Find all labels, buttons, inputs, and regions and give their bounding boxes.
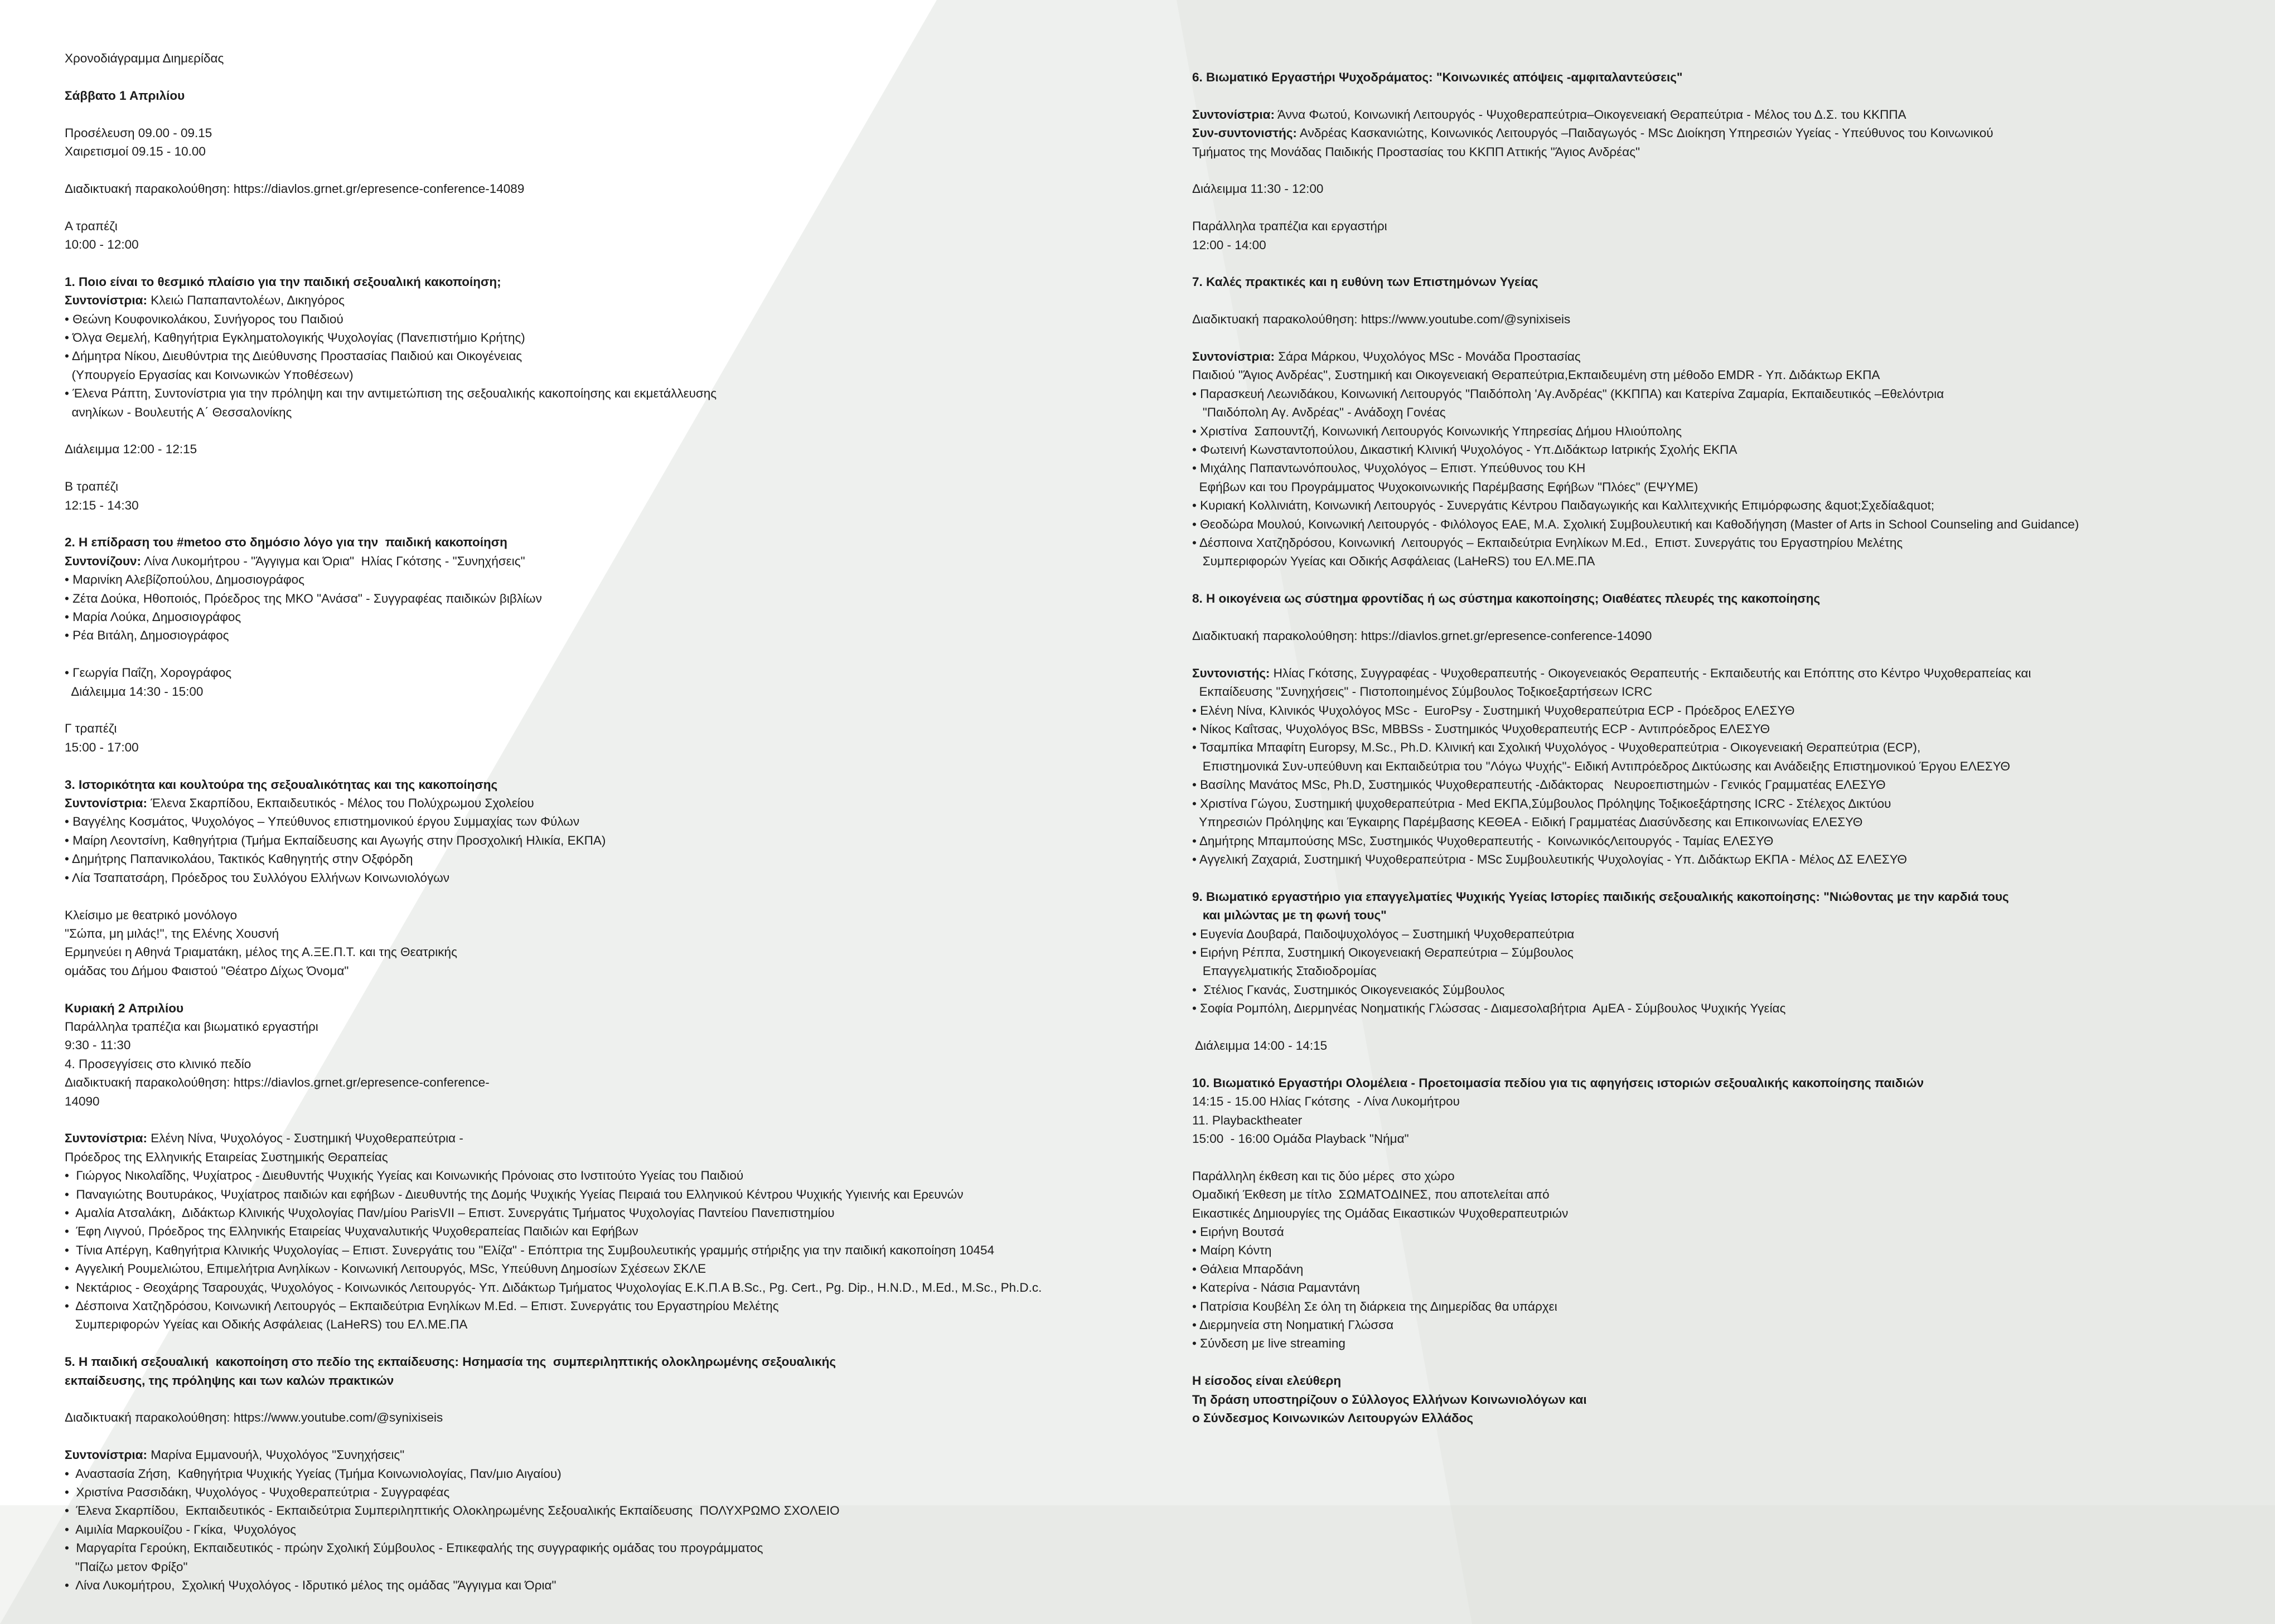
coordinator-name: Μαρίνα Εμμανουήλ, Ψυχολόγος "Συνηχήσεις" [147,1448,405,1462]
speaker-item: Συμπεριφορών Υγείας και Οδικής Ασφάλειας (LaHeRS) του ΕΛ.ΜΕ.ΠΑ [1192,554,1595,569]
exhibit-line: • Κατερίνα - Νάσια Ραμαντάνη [1192,1281,1360,1295]
footer-line: ο Σύνδεσμος Κοινωνικών Λειτουργών Ελλάδος [1192,1411,1474,1426]
speaker-item: • Παρασκευή Λεωνιδάκου, Κοινωνική Λειτουργός "Παιδόπολη 'Αγ.Ανδρέας" (ΚΚΠΠΑ) και Κατερίνα Ζαμαρία, Εκπαιδευτικός –Εθελόντρια [1192,386,1944,401]
parallel-time: 12:00 - 14:00 [1192,237,1266,252]
session-6-co-coordinator [1192,124,2252,142]
speaker-item: • Χριστίνα Γώγου, Συστημική ψυχοθεραπεύτρια - Med ΕΚΠΑ,Σύμβουλος Πρόληψης Τοξικοεξάρτησης ICRC - Στέλεχος Δικτύου [1192,796,1891,811]
coordinator-name: Κλειώ Παπαπαντολέων, Δικηγόρος [147,293,345,308]
speaker-item: • Μαίρη Λεοντσίνη, Καθηγήτρια (Τμήμα Εκπαίδευσης και Αγωγής στην Προσχολική Ηλικία, ΕΚΠΑ) [65,833,606,847]
session-9-title: 9. Βιωματικό εργαστήριο για επαγγελματίες Ψυχικής Υγείας Ιστορίες παιδικής σεξουαλικής κακοποίησης: "Νιώθοντας με την καρδιά τους [1192,889,2009,904]
session-7-coordinator [1192,347,2252,366]
speaker-item: • Τσαμπίκα Μπαφίτη Europsy, M.Sc., Ph.D. Κλινική και Σχολική Ψυχολόγος - Ψυχοθεραπεύτρια - Οικογενειακή Θεραπεύτρια (ECP), [1192,740,1921,755]
speaker-item: • Έλενα Σκαρπίδου, Εκπαιδευτικός - Εκπαιδεύτρια Συμπεριληπτικής Ολοκληρωμένης Σεξουαλικής Εκπαίδευσης ΠΟΛΥΧΡΩΜΟ ΣΧΟΛΕΙΟ [65,1504,840,1518]
speaker-item: • Κυριακή Κολλινιάτη, Κοινωνική Λειτουργός - Συνεργάτις Κέντρου Παιδαγωγικής και Καλλιτεχνικής Επιμόρφωσης &quot;Σχεδία&quot; [1192,498,1935,513]
speaker-item: • Θεοδώρα Μουλού, Κοινωνική Λειτουργός - Φιλόλογος ΕΑΕ, Μ.Α. Σχολική Συμβουλευτική και Καθοδήγηση (Master of Arts in School Counseling and Guidance) [1192,517,2079,531]
speaker-item: "Παιδόπολη Αγ. Ανδρέας" - Ανάδοχη Γονέας [1192,405,1446,420]
speaker-item: • Χριστίνα Ρασσιδάκη, Ψυχολόγος - Ψυχοθεραπεύτρια - Συγγραφέας [65,1485,450,1500]
table-a-time: 10:00 - 12:00 [65,237,139,251]
break-3: Διάλειμμα 11:30 - 12:00 [1192,182,1324,196]
session-8-title: 8. Η οικογένεια ως σύστημα φροντίδας ή ως σύστημα κακοποίησης; Οιαθέατες πλευρές της κακοποίησης [1192,592,1821,606]
session-2-title: 2. Η επίδραση του #metoo στο δημόσιο λόγο για την παιδική κακοποίηση [65,535,507,550]
closing-line: "Σώπα, μη μιλάς!", της Ελένης Χουσνή [65,926,279,941]
program-item: 15:00 - 16:00 Ομάδα Playback "Νήμα" [1192,1131,1409,1146]
speaker-item: • Αγγελική Ρουμελιώτου, Επιμελήτρια Ανηλίκων - Κοινωνική Λειτουργός, MSc, Υπεύθυνη Δημοσίων Σχέσεων ΣΚΛΕ [65,1262,706,1276]
speaker-item: • Ευγενία Δουβαρά, Παιδοψυχολόγος – Συστημική Ψυχοθεραπεύτρια [1192,927,1575,941]
speaker-item: • Δέσποινα Χατζηδρόσου, Κοινωνική Λειτουργός – Εκπαιδεύτρια Ενηλίκων M.Ed., Επιστ. Συνεργάτις του Εργαστηρίου Μελέτης [1192,536,1903,550]
coordinator-name: Ελένη Νίνα, Ψυχολόγος - Συστημική Ψυχοθεραπεύτρια - [147,1131,463,1146]
stream-link-1[interactable]: Διαδικτυακή παρακολούθηση: https://diavlos.grnet.gr/epresence-conference-14089 [65,181,525,196]
break-4: Διάλειμμα 14:00 - 14:15 [1192,1038,1328,1053]
speaker-item: • Αμαλία Ατσαλάκη, Διδάκτωρ Κλινικής Ψυχολογίας Παν/μίου ParisVII – Επιστ. Συνεργάτις Τμήματος Ψυχολογίας Παντείου Πανεπιστημίου [65,1205,835,1220]
speaker-item: Παιδιού "Άγιος Ανδρέας", Συστημική και Οικογενειακή Θεραπεύτρια,Εκπαιδευμένη στη μέθοδο EMDR - Υπ. Διδάκτωρ ΕΚΠΑ [1192,368,1880,382]
speaker-item: (Υπουργείο Εργασίας και Κοινωνικών Υποθέσεων) [65,367,354,382]
speaker-item: • Δέσποινα Χατζηδρόσου, Κοινωνική Λειτουργός – Εκπαιδεύτρια Ενηλίκων M.Ed. – Επιστ. Συνεργάτις του Εργαστηρίου Μελέτης [65,1299,779,1313]
exhibit-line: • Διερμηνεία στη Νοηματική Γλώσσα [1192,1318,1394,1332]
speaker-item: • Δημήτρης Παπανικολάου, Τακτικός Καθηγητής στην Οξφόρδη [65,852,413,866]
speaker-item: • Στέλιος Γκανάς, Συστημικός Οικογενειακός Σύμβουλος [1192,982,1505,997]
day2-line: 9:30 - 11:30 [65,1038,131,1053]
speaker-item: • Ειρήνη Ρέππα, Συστημική Οικογενειακή Θεραπεύτρια – Σύμβουλος [1192,945,1574,959]
coordinator-label: Συντονίστρια: [1192,350,1275,363]
document-title: Χρονοδιάγραμμα Διημερίδας [65,51,224,65]
session-1-coordinator [65,291,1180,309]
speaker-item: Εφήβων και του Προγράμματος Ψυχοκοινωνικής Παρέμβασης Εφήβων "Πλόες" (ΕΨΥΜΕ) [1192,479,1698,494]
speaker-item: Επιστημονικά Συν-υπεύθυνη και Εκπαιδεύτρια του "Λόγω Ψυχής"- Ειδική Αντιπρόεδρος Δικτύωσης και Ανάδειξης Επιστημονικού Έργου ΕΛΕΣΥΘ [1192,759,2010,773]
speaker-item: • Λίνα Λυκομήτρου, Σχολική Ψυχολόγος - Ιδρυτικό μέλος της ομάδας "Άγγιγμα και Όρια" [65,1578,556,1593]
speaker-item: • Δημήτρης Μπαμπούσης MSc, Συστημικός Ψυχοθεραπευτής - ΚοινωνικόςΛειτουργός - Ταμίας ΕΛΕΣΥΘ [1192,833,1774,848]
coordinator-label: Συντονίστρια: [65,293,147,308]
speaker-item: Εκπαίδευσης "Συνηχήσεις" - Πιστοποιημένος Σύμβουλος Τοξικοεξαρτήσεων ICRC [1192,685,1653,699]
program-item: 14:15 - 15.00 Ηλίας Γκότσης - Λίνα Λυκομήτρου [1192,1094,1460,1109]
speaker-item: • Μαρινίκη Αλεβίζοπούλου, Δημοσιογράφος [65,573,304,587]
speaker-item: • Νεκτάριος - Θεοχάρης Τσαρουχάς, Ψυχολόγος - Κοινωνικός Λειτουργός- Υπ. Διδάκτωρ Τμήματος Ψυχολογίας Ε.Κ.Π.Α B.Sc., Pg. Cert., Pg. Dip., H.N.D., M.Ed., M.Sc., Ph.D.c. [65,1280,1042,1295]
coordinator-name: Άννα Φωτού, Κοινωνική Λειτουργός - Ψυχοθεραπεύτρια–Οικογενειακή Θεραπεύτρια - Μέλος του Δ.Σ. του ΚΚΠΠΑ [1274,107,1906,122]
break-1: Διάλειμμα 12:00 - 12:15 [65,442,197,457]
stream-link-2[interactable]: Διαδικτυακή παρακολούθηση: https://diavlos.grnet.gr/epresence-conference- [65,1075,490,1090]
closing-line: ομάδας του Δήμου Φαιστού "Θέατρο Δίχως Όνομα" [65,963,349,978]
program-item: 11. Playbacktheater [1192,1113,1303,1127]
speaker-item: • Μιχάλης Παπαντωνόπουλος, Ψυχολόγος – Επιστ. Υπεύθυνος του ΚΗ [1192,461,1586,476]
parallel-label: Παράλληλα τραπέζια και εργαστήρι [1192,219,1387,234]
speaker-item: • Λία Τσαπατσάρη, Πρόεδρος του Συλλόγου Ελλήνων Κοινωνιολόγων [65,870,450,885]
co-coordinator-label: Συν-συντονιστής: [1192,126,1297,140]
speaker-item: Επαγγελματικής Σταδιοδρομίας [1192,964,1377,978]
coordinator-name: Λίνα Λυκομήτρου - "Άγγιγμα και Όρια" Ηλίας Γκότσης - "Συνηχήσεις" [141,554,525,568]
co-coordinator-name: Ανδρέας Κασκανιώτης, Κοινωνικός Λειτουργός –Παιδαγωγός - MSc Διοίκηση Υπηρεσιών Υγείας - Υπεύθυνος του Κοινωνικού [1296,126,1993,140]
footer-line: Τη δράση υποστηρίζουν ο Σύλλογος Ελλήνων Κοινωνιολόγων και [1192,1392,1587,1407]
speaker-item: • Αγγελική Ζαχαριά, Συστημική Ψυχοθεραπεύτρια - MSc Συμβουλευτικής Ψυχολογίας - Υπ. Διδάκτωρ ΕΚΠΑ - Μέλος ΔΣ ΕΛΕΣΥΘ [1192,852,1908,866]
stream-link-youtube[interactable]: Διαδικτυακή παρακολούθηση: https://www.youtube.com/@synixiseis [65,1410,443,1425]
exhibit-line: Ομαδική Έκθεση με τίτλο ΣΩΜΑΤΟΔΙΝΕΣ, που αποτελείται από [1192,1187,1550,1202]
coordinator-label: Συντονίστρια: [1192,107,1275,122]
speaker-item: Πρόεδρος της Ελληνικής Εταιρείας Συστημικής Θεραπείας [65,1150,388,1164]
stream-link-3[interactable]: Διαδικτυακή παρακολούθηση: https://diavlos.grnet.gr/epresence-conference-14090 [1192,629,1652,643]
arrival-time: Προσέλευση 09.00 - 09.15 [65,125,212,140]
session-4-coordinator [65,1129,1180,1147]
table-c-time: 15:00 - 17:00 [65,740,139,754]
session-2-coordinator [65,552,1180,570]
co-coordinator-cont: Τμήματος της Μονάδας Παιδικής Προστασίας του ΚΚΠΠ Αττικής "Άγιος Ανδρέας" [1192,144,1640,159]
speaker-item: Υπηρεσιών Πρόληψης και Έγκαιρης Παρέμβασης ΚΕΘΕΑ - Ειδική Γραμματέας Διασύνδεσης και Επικοινωνίας ΕΛΕΣΥΘ [1192,815,1863,830]
session-5-title-cont: εκπαίδευσης, της πρόληψης και των καλών πρακτικών [65,1373,394,1388]
coordinator-name: Σάρα Μάρκου, Ψυχολόγος MSc - Μονάδα Προστασίας [1274,350,1581,363]
left-column [65,49,1180,1594]
exhibit-line: • Θάλεια Μπαρδάνη [1192,1262,1304,1276]
session-1-title: 1. Ποιο είναι το θεσμικό πλαίσιο για την παιδική σεξουαλική κακοποίηση; [65,274,501,289]
coordinator-label: Συντονίστρια: [65,1448,147,1462]
coordinator-name: Έλενα Σκαρπίδου, Εκπαιδευτικός - Μέλος του Πολύχρωμου Σχολείου [147,796,534,811]
speaker-item: "Παίζω μετον Φρίξο" [65,1559,188,1574]
speaker-item: • Αναστασία Ζήση, Καθηγήτρια Ψυχικής Υγείας (Τμήμα Κοινωνιολογίας, Παν/μιο Αιγαίου) [65,1466,562,1481]
session-6-coordinator [1192,105,2252,124]
day2-line: 4. Προσεγγίσεις στο κλινικό πεδίο [65,1056,251,1071]
speaker-item: • Όλγα Θεμελή, Καθηγήτρια Εγκληματολογικής Ψυχολογίας (Πανεπιστήμιο Κρήτης) [65,331,525,345]
speaker-item: • Ελένη Νίνα, Κλινικός Ψυχολόγος MSc - EuroPsy - Συστημική Ψυχοθεραπεύτρια ECP - Πρόεδρος ΕΛΕΣΥΘ [1192,703,1795,718]
speaker-item: • Βαγγέλης Κοσμάτος, Ψυχολόγος – Υπεύθυνος επιστημονικού έργου Συμμαχίας των Φύλων [65,815,580,829]
session-5-coordinator [65,1446,1180,1464]
speaker-item: • Γεωργία Παΐζη, Χορογράφος [65,666,232,680]
right-column [1192,68,2252,1427]
session-7-title: 7. Καλές πρακτικές και η ευθύνη των Επιστημόνων Υγείας [1192,275,1538,289]
day2-line: Παράλληλα τραπέζια και βιωματικό εργαστήρι [65,1019,318,1034]
coordinator-name: Ηλίας Γκότσης, Συγγραφέας - Ψυχοθεραπευτής - Οικογενειακός Θεραπευτής - Εκπαιδευτής και Επόπτης στο Κέντρο Ψυχοθεραπείας και [1270,666,2031,680]
speaker-item: • Παναγιώτης Βουτυράκος, Ψυχίατρος παιδιών και εφήβων - Διευθυντής της Δομής Ψυχικής Υγείας Πειραιά του Ελληνικού Κέντρου Ψυχικής Υγιεινής και Ερευνών [65,1187,964,1201]
speaker-item: ανηλίκων - Βουλευτής Α΄ Θεσσαλονίκης [65,405,292,419]
coordinator-label: Συντονίστρια: [65,1131,147,1146]
greetings-time: Χαιρετισμοί 09.15 - 10.00 [65,144,206,158]
speaker-item: • Φωτεινή Κωνσταντοπούλου, Δικαστική Κλινική Ψυχολόγος - Υπ.Διδάκτωρ Ιατρικής Σχολής ΕΚΠΑ [1192,443,1737,457]
stream-link-2-cont[interactable]: 14090 [65,1094,100,1108]
session-9-title-cont: και μιλώντας με τη φωνή τους" [1192,908,1387,923]
exhibit-line: Εικαστικές Δημιουργίες της Ομάδας Εικαστικών Ψυχοθεραπευτριών [1192,1206,1569,1220]
table-c-label: Γ τραπέζι [65,721,117,736]
table-a-label: Α τραπέζι [65,219,118,233]
session-8-coordinator [1192,664,2252,682]
table-b-time: 12:15 - 14:30 [65,498,139,512]
speaker-item: • Θεώνη Κουφονικολάκου, Συνήγορος του Παιδιού [65,312,343,326]
table-b-label: Β τραπέζι [65,479,119,494]
exhibit-line: • Ειρήνη Βουτσά [1192,1224,1284,1239]
session-5-title: 5. Η παιδική σεξουαλική κακοποίηση στο πεδίο της εκπαίδευσης: Ησημασία της συμπεριληπτικής ολοκληρωμένης σεξουαλικής [65,1355,836,1369]
speaker-item: • Νίκος Καΐτσας, Ψυχολόγος BSc, MBBSs - Συστημικός Ψυχοθεραπευτής ECP - Αντιπρόεδρος ΕΛΕΣΥΘ [1192,722,1770,736]
speaker-item: • Έλενα Ράπτη, Συντονίστρια για την πρόληψη και την αντιμετώπιση της σεξουαλικής κακοποίησης και εκμετάλλευσης [65,386,717,401]
speaker-item: • Βασίλης Μανάτος MSc, Ph.D, Συστημικός Ψυχοθεραπευτής -Διδάκτορας Νευροεπιστημών - Γενικός Γραμματέας ΕΛΕΣΥΘ [1192,778,1886,792]
exhibit-line: • Μαίρη Κόντη [1192,1243,1272,1258]
session-3-coordinator [65,794,1180,812]
speaker-item: • Αιμιλία Μαρκουίζου - Γκίκα, Ψυχολόγος [65,1522,296,1536]
speaker-item: • Χριστίνα Σαπουντζή, Κοινωνική Λειτουργός Κοινωνικής Υπηρεσίας Δήμου Ηλιούπολης [1192,424,1682,438]
coordinator-label: Συντονίστρια: [65,796,147,811]
exhibit-line: • Πατρίσια Κουβέλη Σε όλη τη διάρκεια της Διημερίδας θα υπάρχει [1192,1299,1557,1313]
closing-line: Ερμηνεύει η Αθηνά Τριαματάκη, μέλος της Α.ΞΕ.Π.Τ. και της Θεατρικής [65,945,457,959]
session-10-title: 10. Βιωματικό Εργαστήρι Ολομέλεια - Προετοιμασία πεδίου για τις αφηγήσεις ιστοριών σεξουαλικής κακοποίησης παιδιών [1192,1075,1924,1090]
speaker-item: • Δήμητρα Νίκου, Διευθύντρια της Διεύθυνσης Προστασίας Παιδιού και Οικογένειας [65,349,522,363]
speaker-item: • Σοφία Ρομπόλη, Διερμηνέας Νοηματικής Γλώσσας - Διαμεσολαβήτρια ΑμΕΑ - Σύμβουλος Ψυχικής Υγείας [1192,1001,1786,1016]
coordinator-label: Συντονιστής: [1192,666,1270,680]
break-2: Διάλειμμα 14:30 - 15:00 [65,684,204,699]
footer-line: Η είσοδος είναι ελεύθερη [1192,1374,1342,1388]
exhibit-line: • Σύνδεση με live streaming [1192,1336,1345,1351]
speaker-item: • Τίνια Απέργη, Καθηγήτρια Κλινικής Ψυχολογίας – Επιστ. Συνεργάτις του "Ελίζα" - Επόπτρια της Συμβουλευτικής γραμμής στήριξης για την παιδική κακοποίηση 10454 [65,1243,995,1257]
speaker-item: • Γιώργος Νικολαΐδης, Ψυχίατρος - Διευθυντής Ψυχικής Υγείας και Κοινωνικής Πρόνοιας στο Ινστιτούτο Υγείας του Παιδιού [65,1169,744,1183]
speaker-item: • Έφη Λιγνού, Πρόεδρος της Ελληνικής Εταιρείας Ψυχαναλυτικής Ψυχοθεραπείας Παιδιών και Εφήβων [65,1224,638,1239]
speaker-item: • Μαργαρίτα Γερούκη, Εκπαιδευτικός - πρώην Σχολική Σύμβουλος - Επικεφαλής της συγγραφικής ομάδας του προγράμματος [65,1541,763,1555]
day2-heading: Κυριακή 2 Απριλίου [65,1001,184,1015]
speaker-item: • Ζέτα Δούκα, Ηθοποιός, Πρόεδρος της ΜΚΟ "Ανάσα" - Συγγραφέας παιδικών βιβλίων [65,591,542,605]
coordinator-label: Συντονίζουν: [65,554,141,568]
speaker-item: Συμπεριφορών Υγείας και Οδικής Ασφάλειας (LaHeRS) του ΕΛ.ΜΕ.ΠΑ [65,1317,468,1332]
session-3-title: 3. Ιστορικότητα και κουλτούρα της σεξουαλικότητας και της κακοποίησης [65,777,498,792]
session-6-title: 6. Βιωματικό Εργαστήρι Ψυχοδράματος: "Κοινωνικές απόψεις -αμφιταλαντεύσεις" [1192,70,1683,84]
speaker-item: • Μαρία Λούκα, Δημοσιογράφος [65,610,241,624]
stream-link-youtube-2[interactable]: Διαδικτυακή παρακολούθηση: https://www.youtube.com/@synixiseis [1192,312,1571,327]
closing-line: Κλείσιμο με θεατρικό μονόλογο [65,908,238,922]
day1-heading: Σάββατο 1 Απριλίου [65,88,185,103]
speaker-item: • Ρέα Βιτάλη, Δημοσιογράφος [65,628,229,643]
exhibit-line: Παράλληλη έκθεση και τις δύο μέρες στο χώρο [1192,1169,1455,1183]
